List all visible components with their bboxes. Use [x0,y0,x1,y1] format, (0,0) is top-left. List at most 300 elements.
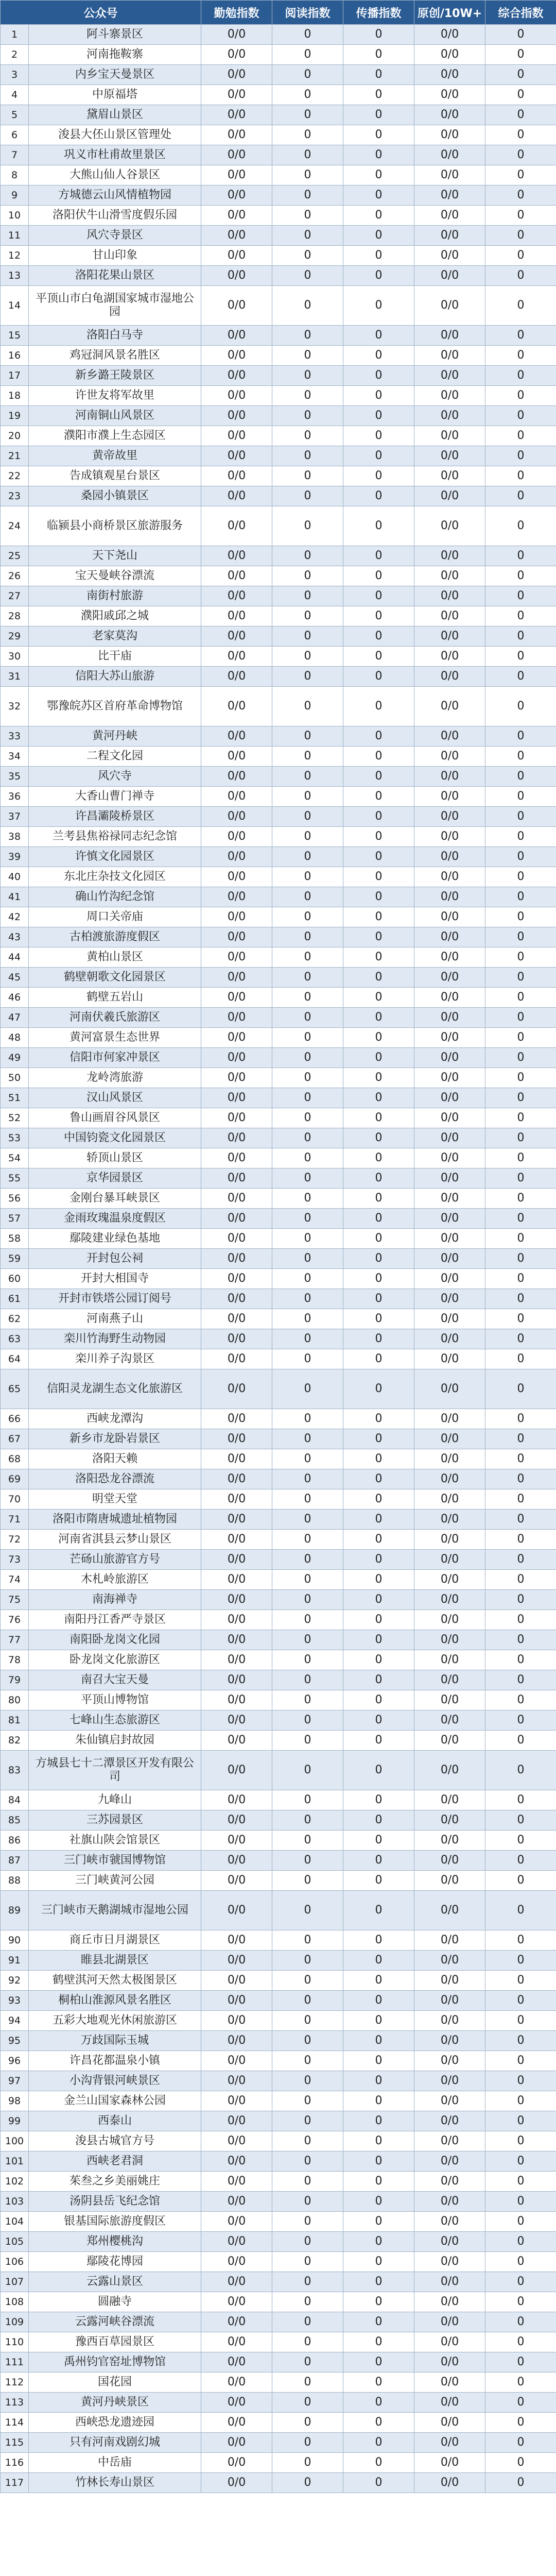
spread-cell: 0 [343,687,414,726]
composite-cell: 0 [485,25,556,45]
rank-cell: 65 [1,1369,29,1409]
rank-cell: 5 [1,105,29,125]
rank-cell: 117 [1,2473,29,2493]
account-name-cell: 鸡冠洞风景名胜区 [29,346,201,366]
diligence-cell: 0/0 [201,1028,272,1048]
account-name-cell: 古柏渡旅游度假区 [29,927,201,947]
composite-cell: 0 [485,747,556,767]
diligence-cell: 0/0 [201,1168,272,1189]
rank-cell: 51 [1,1088,29,1108]
account-name-cell: 平顶山市白龟湖国家城市湿地公园 [29,286,201,326]
table-row [1,2172,556,2192]
rank-cell: 54 [1,1148,29,1168]
original-10w-cell: 0/0 [414,1209,485,1229]
diligence-cell: 0/0 [201,2473,272,2493]
table-row [1,1530,556,1550]
reading-cell: 0 [272,1088,343,1108]
account-name-cell: 内乡宝天曼景区 [29,65,201,85]
rank-cell: 45 [1,968,29,988]
rank-cell: 76 [1,1610,29,1630]
spread-cell: 0 [343,45,414,65]
table-row [1,2091,556,2111]
table-row [1,105,556,125]
table-row [1,606,556,626]
table-row [1,566,556,586]
original-10w-cell: 0/0 [414,1289,485,1309]
rank-cell: 72 [1,1530,29,1550]
spread-cell: 0 [343,326,414,346]
account-name-cell: 洛阳恐龙谷漂流 [29,1469,201,1489]
diligence-cell: 0/0 [201,466,272,486]
reading-cell: 0 [272,1168,343,1189]
diligence-cell: 0/0 [201,1951,272,1971]
composite-cell: 0 [485,606,556,626]
header-account: 公众号 [1,1,201,25]
diligence-cell: 0/0 [201,246,272,266]
spread-cell: 0 [343,1008,414,1028]
table-row [1,1710,556,1731]
original-10w-cell: 0/0 [414,1088,485,1108]
reading-cell: 0 [272,546,343,566]
composite-cell: 0 [485,1309,556,1329]
composite-cell: 0 [485,1068,556,1088]
original-10w-cell: 0/0 [414,2051,485,2071]
original-10w-cell: 0/0 [414,366,485,386]
original-10w-cell: 0/0 [414,1831,485,1851]
account-name-cell: 洛阳白马寺 [29,326,201,346]
table-row [1,1851,556,1871]
account-name-cell: 金雨玫瑰温泉度假区 [29,1209,201,1229]
rank-cell: 52 [1,1108,29,1128]
rank-cell: 56 [1,1189,29,1209]
account-name-cell: 确山竹沟纪念馆 [29,887,201,907]
composite-cell: 0 [485,1991,556,2011]
table-row [1,1369,556,1409]
composite-cell: 0 [485,2272,556,2292]
table-row [1,2252,556,2272]
rank-cell: 7 [1,145,29,165]
original-10w-cell: 0/0 [414,1891,485,1930]
account-name-cell: 老家莫沟 [29,626,201,647]
rank-cell: 107 [1,2272,29,2292]
table-row [1,827,556,847]
spread-cell: 0 [343,2071,414,2091]
composite-cell: 0 [485,1570,556,1590]
rank-cell: 39 [1,847,29,867]
account-name-cell: 七峰山生态旅游区 [29,1710,201,1731]
spread-cell: 0 [343,1710,414,1731]
diligence-cell: 0/0 [201,105,272,125]
diligence-cell: 0/0 [201,1289,272,1309]
rank-cell: 87 [1,1851,29,1871]
spread-cell: 0 [343,2473,414,2493]
rank-cell: 35 [1,767,29,787]
composite-cell: 0 [485,988,556,1008]
diligence-cell: 0/0 [201,2372,272,2393]
original-10w-cell: 0/0 [414,486,485,506]
original-10w-cell: 0/0 [414,807,485,827]
spread-cell: 0 [343,1731,414,1751]
original-10w-cell: 0/0 [414,2332,485,2352]
reading-cell: 0 [272,1289,343,1309]
reading-cell: 0 [272,426,343,446]
diligence-cell: 0/0 [201,1108,272,1128]
diligence-cell: 0/0 [201,827,272,847]
rank-cell: 46 [1,988,29,1008]
account-name-cell: 卧龙岗文化旅游区 [29,1650,201,1670]
reading-cell: 0 [272,827,343,847]
spread-cell: 0 [343,968,414,988]
diligence-cell: 0/0 [201,2031,272,2051]
account-name-cell: 新乡市龙卧岩景区 [29,1429,201,1449]
original-10w-cell: 0/0 [414,85,485,105]
diligence-cell: 0/0 [201,1891,272,1930]
diligence-cell: 0/0 [201,1048,272,1068]
original-10w-cell: 0/0 [414,2292,485,2312]
spread-cell: 0 [343,1229,414,1249]
reading-cell: 0 [272,346,343,366]
diligence-cell: 0/0 [201,1269,272,1289]
spread-cell: 0 [343,1088,414,1108]
diligence-cell: 0/0 [201,1469,272,1489]
account-name-cell: 方城县七十二潭景区开发有限公司 [29,1751,201,1790]
reading-cell: 0 [272,466,343,486]
composite-cell: 0 [485,1851,556,1871]
original-10w-cell: 0/0 [414,1650,485,1670]
reading-cell: 0 [272,1510,343,1530]
table-row [1,1510,556,1530]
diligence-cell: 0/0 [201,968,272,988]
diligence-cell: 0/0 [201,1790,272,1810]
rank-cell: 4 [1,85,29,105]
account-name-cell: 濮阳市濮上生态园区 [29,426,201,446]
reading-cell: 0 [272,647,343,667]
original-10w-cell: 0/0 [414,1971,485,1991]
table-row [1,1690,556,1710]
original-10w-cell: 0/0 [414,907,485,927]
reading-cell: 0 [272,2433,343,2453]
diligence-cell: 0/0 [201,1851,272,1871]
original-10w-cell: 0/0 [414,787,485,807]
table-row [1,1048,556,1068]
reading-cell: 0 [272,326,343,346]
spread-cell: 0 [343,787,414,807]
composite-cell: 0 [485,1088,556,1108]
rank-cell: 23 [1,486,29,506]
composite-cell: 0 [485,1128,556,1148]
diligence-cell: 0/0 [201,1590,272,1610]
rank-cell: 67 [1,1429,29,1449]
rank-cell: 33 [1,726,29,747]
composite-cell: 0 [485,1289,556,1309]
rank-cell: 48 [1,1028,29,1048]
composite-cell: 0 [485,2192,556,2212]
reading-cell: 0 [272,626,343,647]
table-row [1,2372,556,2393]
account-name-cell: 河南燕子山 [29,1309,201,1329]
table-row [1,226,556,246]
spread-cell: 0 [343,1650,414,1670]
composite-cell: 0 [485,1790,556,1810]
reading-cell: 0 [272,2292,343,2312]
account-name-cell: 鹤壁淇河天然太极图景区 [29,1971,201,1991]
composite-cell: 0 [485,787,556,807]
composite-cell: 0 [485,2453,556,2473]
spread-cell: 0 [343,1510,414,1530]
spread-cell: 0 [343,1891,414,1930]
original-10w-cell: 0/0 [414,346,485,366]
rank-cell: 91 [1,1951,29,1971]
composite-cell: 0 [485,85,556,105]
account-name-cell: 许世友将军故里 [29,386,201,406]
reading-cell: 0 [272,1068,343,1088]
table-row [1,1751,556,1790]
table-row [1,1189,556,1209]
original-10w-cell: 0/0 [414,2473,485,2493]
account-name-cell: 平顶山博物馆 [29,1690,201,1710]
account-name-cell: 睢县北湖景区 [29,1951,201,1971]
table-row [1,1229,556,1249]
original-10w-cell: 0/0 [414,667,485,687]
rank-cell: 11 [1,226,29,246]
reading-cell: 0 [272,1570,343,1590]
account-name-cell: 宝天曼峡谷漂流 [29,566,201,586]
diligence-cell: 0/0 [201,145,272,165]
original-10w-cell: 0/0 [414,586,485,606]
account-name-cell: 鹤壁朝歌文化园景区 [29,968,201,988]
account-name-cell: 比干庙 [29,647,201,667]
reading-cell: 0 [272,1108,343,1128]
account-name-cell: 商丘市日月湖景区 [29,1930,201,1951]
reading-cell: 0 [272,266,343,286]
spread-cell: 0 [343,105,414,125]
original-10w-cell: 0/0 [414,1028,485,1048]
account-name-cell: 洛阳花果山景区 [29,266,201,286]
spread-cell: 0 [343,566,414,586]
header-original-10w: 原创/10W+ [414,1,485,25]
account-name-cell: 巩义市杜甫故里景区 [29,145,201,165]
diligence-cell: 0/0 [201,1930,272,1951]
table-row [1,1570,556,1590]
spread-cell: 0 [343,2393,414,2413]
composite-cell: 0 [485,1209,556,1229]
diligence-cell: 0/0 [201,647,272,667]
table-row [1,546,556,566]
table-row [1,25,556,45]
composite-cell: 0 [485,827,556,847]
spread-cell: 0 [343,2011,414,2031]
account-name-cell: 社旗山陕会馆景区 [29,1831,201,1851]
spread-cell: 0 [343,1108,414,1128]
account-name-cell: 朱仙镇启封故园 [29,1731,201,1751]
rank-cell: 60 [1,1269,29,1289]
spread-cell: 0 [343,1930,414,1951]
table-row [1,366,556,386]
composite-cell: 0 [485,1731,556,1751]
account-name-cell: 汤阴县岳飞纪念馆 [29,2192,201,2212]
table-row [1,1991,556,2011]
diligence-cell: 0/0 [201,1650,272,1670]
account-name-cell: 新乡潞王陵景区 [29,366,201,386]
table-row [1,266,556,286]
table-row [1,1068,556,1088]
diligence-cell: 0/0 [201,847,272,867]
composite-cell: 0 [485,1810,556,1831]
original-10w-cell: 0/0 [414,1751,485,1790]
account-name-cell: 风穴寺 [29,767,201,787]
original-10w-cell: 0/0 [414,1851,485,1871]
rank-cell: 47 [1,1008,29,1028]
reading-cell: 0 [272,1309,343,1329]
spread-cell: 0 [343,185,414,206]
original-10w-cell: 0/0 [414,626,485,647]
table-row [1,2433,556,2453]
reading-cell: 0 [272,2051,343,2071]
rank-cell: 94 [1,2011,29,2031]
rank-cell: 109 [1,2312,29,2332]
table-header [1,1,556,25]
table-row [1,206,556,226]
composite-cell: 0 [485,887,556,907]
table-row [1,2212,556,2232]
reading-cell: 0 [272,2172,343,2192]
spread-cell: 0 [343,85,414,105]
original-10w-cell: 0/0 [414,1229,485,1249]
reading-cell: 0 [272,968,343,988]
reading-cell: 0 [272,2272,343,2292]
spread-cell: 0 [343,1570,414,1590]
diligence-cell: 0/0 [201,65,272,85]
reading-cell: 0 [272,2071,343,2091]
spread-cell: 0 [343,2111,414,2131]
account-name-cell: 三门峡市虢国博物馆 [29,1851,201,1871]
composite-cell: 0 [485,1108,556,1128]
table-row [1,647,556,667]
composite-cell: 0 [485,466,556,486]
spread-cell: 0 [343,1209,414,1229]
composite-cell: 0 [485,2011,556,2031]
original-10w-cell: 0/0 [414,45,485,65]
account-name-cell: 南召大宝天曼 [29,1670,201,1690]
rank-cell: 27 [1,586,29,606]
account-name-cell: 鹤壁五岩山 [29,988,201,1008]
original-10w-cell: 0/0 [414,1349,485,1369]
composite-cell: 0 [485,1630,556,1650]
diligence-cell: 0/0 [201,1991,272,2011]
spread-cell: 0 [343,165,414,185]
table-row [1,446,556,466]
rank-cell: 114 [1,2413,29,2433]
reading-cell: 0 [272,1489,343,1510]
composite-cell: 0 [485,326,556,346]
original-10w-cell: 0/0 [414,246,485,266]
reading-cell: 0 [272,406,343,426]
original-10w-cell: 0/0 [414,2232,485,2252]
reading-cell: 0 [272,1790,343,1810]
original-10w-cell: 0/0 [414,2172,485,2192]
spread-cell: 0 [343,1409,414,1429]
diligence-cell: 0/0 [201,2332,272,2352]
account-name-cell: 风穴寺景区 [29,226,201,246]
diligence-cell: 0/0 [201,25,272,45]
reading-cell: 0 [272,2111,343,2131]
rank-cell: 13 [1,266,29,286]
table-row [1,2393,556,2413]
composite-cell: 0 [485,346,556,366]
spread-cell: 0 [343,807,414,827]
diligence-cell: 0/0 [201,185,272,206]
account-name-cell: 鲁山画眉谷风景区 [29,1108,201,1128]
original-10w-cell: 0/0 [414,105,485,125]
account-name-cell: 河南伏羲氏旅游区 [29,1008,201,1028]
spread-cell: 0 [343,1851,414,1871]
reading-cell: 0 [272,988,343,1008]
diligence-cell: 0/0 [201,1329,272,1349]
spread-cell: 0 [343,125,414,145]
account-name-cell: 万歧国际玉城 [29,2031,201,2051]
spread-cell: 0 [343,1329,414,1349]
rank-cell: 15 [1,326,29,346]
rank-cell: 59 [1,1249,29,1269]
account-name-cell: 许昌灞陵桥景区 [29,807,201,827]
composite-cell: 0 [485,1610,556,1630]
spread-cell: 0 [343,2312,414,2332]
rank-cell: 75 [1,1590,29,1610]
composite-cell: 0 [485,1971,556,1991]
composite-cell: 0 [485,1930,556,1951]
spread-cell: 0 [343,346,414,366]
composite-cell: 0 [485,1369,556,1409]
diligence-cell: 0/0 [201,2051,272,2071]
reading-cell: 0 [272,687,343,726]
table-row [1,2011,556,2031]
spread-cell: 0 [343,446,414,466]
diligence-cell: 0/0 [201,687,272,726]
original-10w-cell: 0/0 [414,2091,485,2111]
original-10w-cell: 0/0 [414,1951,485,1971]
rank-cell: 30 [1,647,29,667]
account-name-cell: 国花园 [29,2372,201,2393]
account-name-cell: 浚县古城官方号 [29,2131,201,2151]
diligence-cell: 0/0 [201,1731,272,1751]
table-row [1,1449,556,1469]
reading-cell: 0 [272,1469,343,1489]
rank-cell: 64 [1,1349,29,1369]
composite-cell: 0 [485,726,556,747]
table-row [1,2031,556,2051]
account-name-cell: 临颍县小商桥景区旅游服务 [29,506,201,546]
rank-cell: 20 [1,426,29,446]
composite-cell: 0 [485,1008,556,1028]
account-name-cell: 兰考县焦裕禄同志纪念馆 [29,827,201,847]
diligence-cell: 0/0 [201,2393,272,2413]
rank-cell: 90 [1,1930,29,1951]
diligence-cell: 0/0 [201,1249,272,1269]
diligence-cell: 0/0 [201,506,272,546]
account-name-cell: 只有河南戏剧幻城 [29,2433,201,2453]
reading-cell: 0 [272,1650,343,1670]
spread-cell: 0 [343,2091,414,2111]
table-row [1,426,556,446]
table-row [1,2232,556,2252]
spread-cell: 0 [343,2131,414,2151]
spread-cell: 0 [343,747,414,767]
reading-cell: 0 [272,226,343,246]
rank-cell: 8 [1,165,29,185]
rank-cell: 81 [1,1710,29,1731]
spread-cell: 0 [343,1810,414,1831]
original-10w-cell: 0/0 [414,406,485,426]
